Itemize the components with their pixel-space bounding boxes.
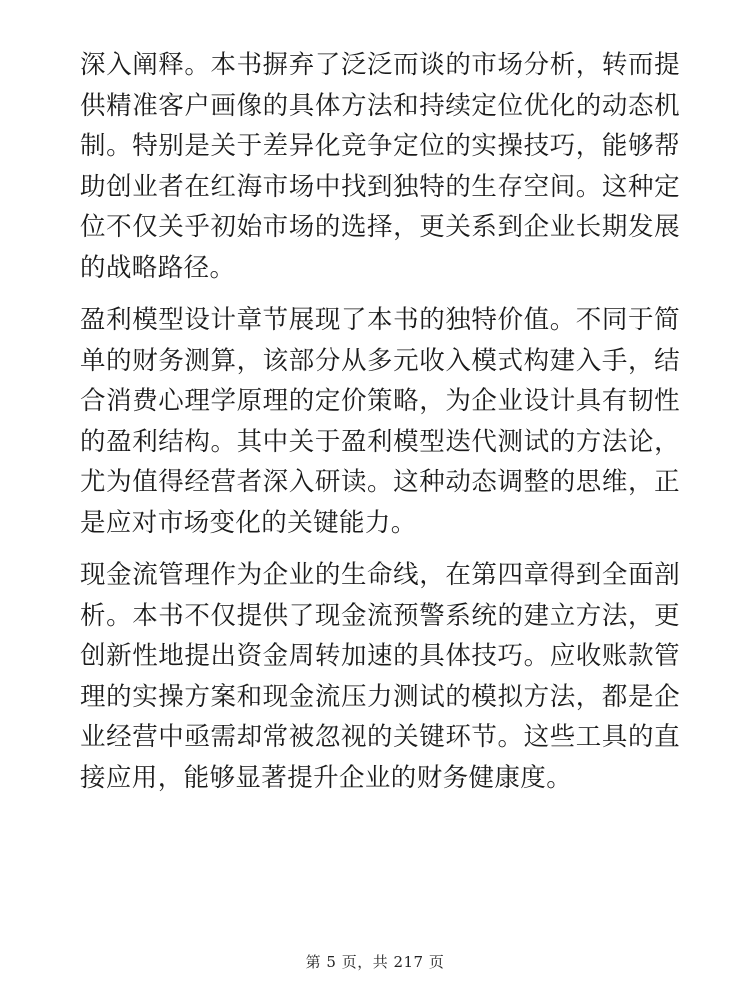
paragraph-2: 盈利模型设计章节展现了本书的独特价值。不同于简单的财务测算，该部分从多元收入模式构建入手，结合消费心理学原理的定价策略，为企业设计具有韧性的盈利结构。其中关于盈利模型迭代测试的方法论，尤为值得经营者深入研读。这种动态调整的思维，正是应对市场变化的关键能力。: [80, 305, 680, 538]
body-text: [80, 45, 680, 810]
paragraph-3: 现金流管理作为企业的生命线，在第四章得到全面剖析。本书不仅提供了现金流预警系统的建立方法，更创新性地提出资金周转加速的具体技巧。应收账款管理的实操方案和现金流压力测试的模拟方法，都是企业经营中亟需却常被忽视的关键环节。这些工具的直接应用，能够显著提升企业的财务健康度。: [80, 560, 680, 793]
page-number-footer: 第 5 页，共 217 页: [305, 953, 445, 971]
paragraph-1: 深入阐释。本书摒弃了泛泛而谈的市场分析，转而提供精准客户画像的具体方法和持续定位优化的动态机制。特别是关于差异化竞争定位的实操技巧，能够帮助创业者在红海市场中找到独特的生存空间。这种定位不仅关乎初始市场的选择，更关系到企业长期发展的战略路径。: [80, 50, 680, 283]
